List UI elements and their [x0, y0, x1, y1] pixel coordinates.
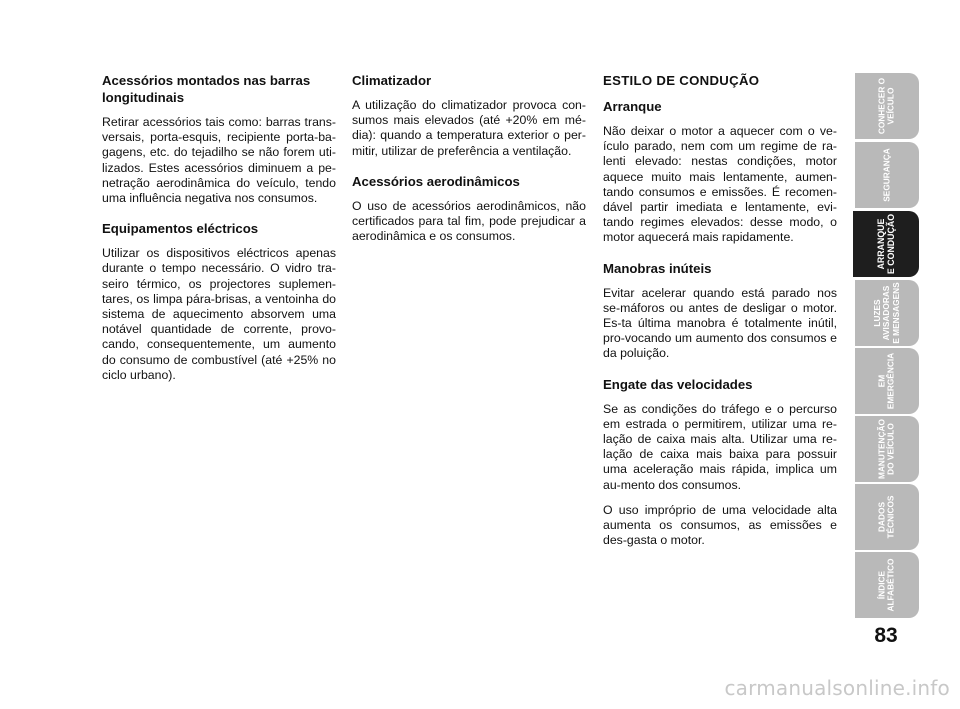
section-title-useless-manoeuvres: Manobras inúteis [603, 260, 712, 276]
left-column [102, 72, 336, 393]
tab-label: LUZES AVISADORAS E MENSAGENS [871, 282, 901, 344]
middle-column [352, 72, 586, 254]
tab-em-emergencia[interactable] [855, 348, 919, 414]
tab-label: MANUTENÇÃO DO VEÍCULO [876, 419, 896, 479]
tab-label: DADOS TÉCNICOS [876, 495, 896, 539]
tab-label: SEGURANÇA [881, 148, 892, 202]
page-number: 83 [874, 624, 898, 647]
tab-label: ARRANQUE E CONDUÇÃO [876, 213, 896, 275]
tab-label: ÍNDICE ALFABÉTICO [876, 558, 896, 612]
tab-manutencao-do-veiculo[interactable] [855, 416, 919, 482]
tab-seguranca[interactable] [855, 142, 919, 208]
section-title-roof-accessories: Acessórios montados nas barras longitudinais [102, 73, 311, 105]
chapter-title-driving-style: ESTILO DE CONDUÇÃO [603, 73, 760, 88]
section-body-gear-shifting-2: O uso impróprio de uma velocidade alta aumenta os consumos, as emissões e des-gasta o motor. [603, 502, 837, 548]
tab-label: CONHECER O VEÍCULO [876, 77, 896, 135]
tab-dados-tecnicos[interactable] [855, 484, 919, 550]
section-body-gear-shifting-1: Se as condições do tráfego e o percurso em estrada o permitirem, utilizar uma re-lação de caixa mais alta. Utilizar uma re-lação de caixa mais baixa para possuir uma aceleração mais rápida, implica um au-mento dos consumos. [603, 401, 837, 492]
section-body-air-conditioning: A utilização do climatizador provoca con-sumos mais elevados (até +20% em mé-dia): quando a temperatura exterior o per-mitir, utilizar de preferência a ventilação. [352, 98, 586, 158]
section-body-aerodynamic-accessories: O uso de acessórios aerodinâmicos, não certificados para tal fim, pode prejudicar a aerodinâmica e os consumos. [352, 198, 586, 244]
right-column [603, 72, 837, 558]
tab-label: EM EMERGÊNCIA [876, 352, 896, 410]
tab-conhecer-o-veiculo[interactable] [855, 73, 919, 139]
watermark: carmanualsonline.info [724, 676, 950, 700]
section-body-roof-accessories: Retirar acessórios tais como: barras trans-versais, porta-esquis, recipiente porta-ba-gagens, etc. do tejadilho se não forem uti-lizados. Estes acessórios diminuem a pe-netração aerodinâmica do veículo, tendo uma influência negativa nos consumos. [102, 115, 336, 206]
tab-luzes-avisadoras-e-mensagens[interactable] [855, 280, 919, 346]
section-title-gear-shifting: Engate das velocidades [603, 376, 753, 392]
section-title-air-conditioning: Climatizador [352, 73, 432, 88]
section-body-starting: Não deixar o motor a aquecer com o ve-ículo parado, nem com um regime de ra-lenti elevado: nestas condições, motor aquece muito mais lentamente, aumen-tando consumos e emissões. É recomen-dável partir imediata e lentamente, evi-tando regimes elevados: desse modo, o motor aquecerá mais rapidamente. [603, 124, 837, 245]
tab-indice-alfabetico[interactable] [855, 552, 919, 618]
section-title-aerodynamic-accessories: Acessórios aerodinâmicos [352, 173, 520, 189]
section-body-electrical-equipment: Utilizar os dispositivos eléctricos apenas durante o tempo necessário. O vidro tra-seiro térmico, os projectores suplemen-tares, os limpa pára-brisas, a ventoinha do sistema de aquecimento absorvem uma notável quantidade de corrente, provo-cando, consequentemente, um aumento do consumo de combustível (até +25% no ciclo urbano). [102, 246, 336, 382]
section-body-useless-manoeuvres: Evitar acelerar quando está parado nos se-máforos ou antes de desligar o motor. Es-ta última manobra é totalmente inútil, pro-vocando um aumento dos consumos e da poluição. [603, 285, 837, 361]
section-title-electrical-equipment: Equipamentos eléctricos [102, 221, 259, 237]
tab-arranque-e-conducao[interactable] [853, 211, 919, 277]
section-title-starting: Arranque [603, 99, 662, 114]
